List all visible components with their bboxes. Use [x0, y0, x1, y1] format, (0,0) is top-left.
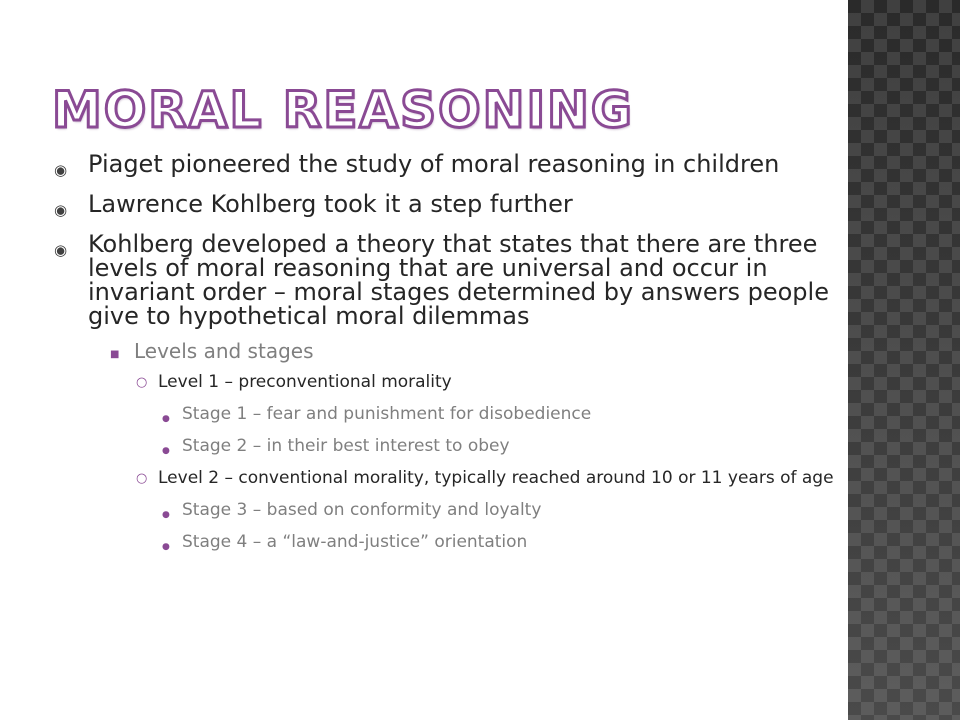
level-bullet-item [136, 468, 842, 488]
level-bullet-item [136, 372, 842, 392]
sub-bullet-text: Levels and stages [134, 339, 314, 363]
bullet-item [52, 150, 842, 179]
ring-bullet-icon: ○ [136, 471, 148, 486]
dot-bullet-icon: ● [162, 510, 170, 520]
target-bullet-icon: ◉ [54, 201, 68, 219]
decorative-side-panel [848, 0, 960, 720]
slide-title: MORAL REASONING [52, 81, 634, 139]
bullet-text: Kohlberg developed a theory that states that there are three levels of moral reasoning that are universal and occur in invariant order – moral stages determined by answers people give to hypothetical moral dilemmas [88, 230, 829, 330]
bullet-item [52, 232, 842, 328]
stage-bullet-item [160, 500, 842, 520]
stage-bullet-item [160, 436, 842, 456]
bullet-text: Lawrence Kohlberg took it a step further [88, 190, 573, 218]
stage-bullet-item [160, 532, 842, 552]
target-bullet-icon: ◉ [54, 241, 68, 259]
sub-bullet-item [110, 340, 842, 362]
square-bullet-icon: ■ [110, 349, 120, 360]
dot-bullet-icon: ● [162, 414, 170, 424]
level-bullet-text: Level 1 – preconventional morality [158, 372, 452, 392]
bullet-item [52, 190, 842, 219]
bullet-text: Piaget pioneered the study of moral reasoning in children [88, 150, 780, 178]
stage-bullet-item [160, 404, 842, 424]
ring-bullet-icon: ○ [136, 375, 148, 390]
target-bullet-icon: ◉ [54, 161, 68, 179]
bullet-list [52, 152, 842, 564]
stage-bullet-text: Stage 4 – a “law-and-justice” orientation [182, 532, 528, 552]
dot-bullet-icon: ● [162, 542, 170, 552]
stage-bullet-text: Stage 1 – fear and punishment for disobedience [182, 404, 592, 424]
level-bullet-text: Level 2 – conventional morality, typically reached around 10 or 11 years of age [158, 468, 834, 488]
stage-bullet-text: Stage 2 – in their best interest to obey [182, 436, 510, 456]
stage-bullet-text: Stage 3 – based on conformity and loyalty [182, 500, 542, 520]
dot-bullet-icon: ● [162, 446, 170, 456]
